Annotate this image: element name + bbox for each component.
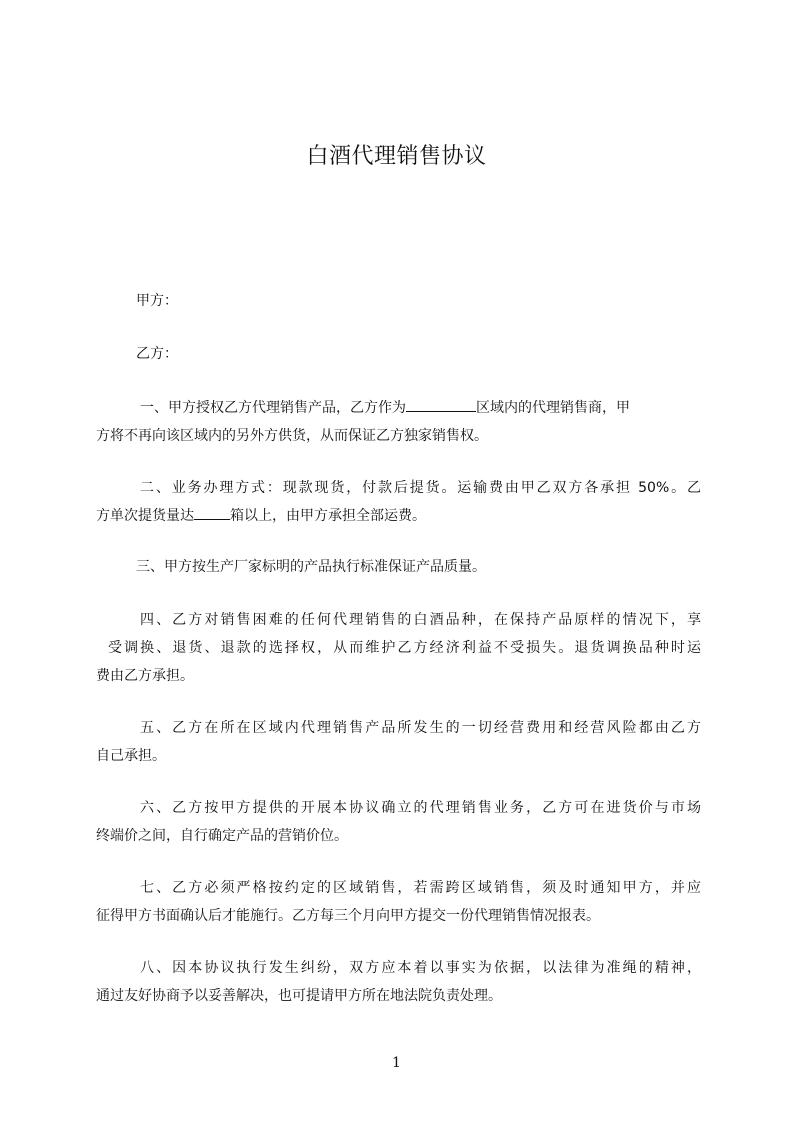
clause-line: 通过友好协商予以妥善解决，也可提请甲方所在地法院负责处理。 — [96, 988, 502, 1004]
clause-line: 五、乙方在所在区域内代理销售产品所发生的一切经营费用和经营风险都由乙方 — [140, 720, 701, 736]
region-blank — [406, 396, 476, 412]
clause-1-text-b: 区域内的代理销售商，甲 — [476, 400, 630, 416]
party-a-label: 甲方： — [136, 293, 178, 309]
document-title: 白酒代理销售协议 — [306, 144, 487, 169]
party-b-label: 乙方： — [136, 346, 178, 362]
clause-2 — [96, 474, 701, 530]
clause-2-text-a: 方单次提货量达 — [96, 508, 194, 524]
clause-line: 三、甲方按生产厂家标明的产品执行标准保证产品质量。 — [136, 559, 486, 575]
quantity-blank — [194, 504, 230, 520]
clause-3 — [96, 553, 701, 581]
clause-5 — [96, 714, 701, 770]
clause-line: 征得甲方书面确认后才能施行。乙方每三个月向甲方提交一份代理销售情况报表。 — [96, 908, 600, 924]
clause-line — [96, 502, 701, 530]
clause-line: 二、业务办理方式：现款现货，付款后提货。运输费由甲乙双方各承担 50%。乙 — [140, 480, 701, 496]
clause-line: 六、乙方按甲方提供的开展本协议确立的代理销售业务，乙方可在进货价与市场 — [140, 800, 701, 816]
clause-line: 费由乙方承担。 — [96, 668, 194, 684]
clause-line: 八、因本协议执行发生纠纷，双方应本着以事实为依据，以法律为准绳的精神， — [140, 960, 701, 976]
clause-4 — [96, 606, 701, 690]
clause-line: 七、乙方必须严格按约定的区域销售，若需跨区域销售，须及时通知甲方，并应 — [140, 880, 701, 896]
clause-2-text-b: 箱以上，由甲方承担全部运费。 — [230, 508, 426, 524]
clause-line: 自己承担。 — [96, 748, 166, 764]
page-number: 1 — [392, 1055, 401, 1071]
clause-line: 终端价之间，自行确定产品的营销价位。 — [96, 828, 348, 844]
clause-1 — [96, 394, 701, 450]
clause-line: 方将不再向该区域内的另外方供货，从而保证乙方独家销售权。 — [96, 428, 488, 444]
clause-1-text-a: 一、甲方授权乙方代理销售产品，乙方作为 — [140, 400, 406, 416]
clause-8 — [96, 954, 701, 1010]
party-b-field — [136, 340, 741, 368]
clause-line — [96, 394, 701, 422]
clause-line: 受调换、退货、退款的选择权，从而维护乙方经济利益不受损失。退货调换品种时运 — [108, 640, 701, 656]
party-a-field — [136, 287, 741, 315]
clause-7 — [96, 874, 701, 930]
clause-line: 四、乙方对销售困难的任何代理销售的白酒品种，在保持产品原样的情况下，享 — [140, 612, 701, 628]
clause-6 — [96, 794, 701, 850]
